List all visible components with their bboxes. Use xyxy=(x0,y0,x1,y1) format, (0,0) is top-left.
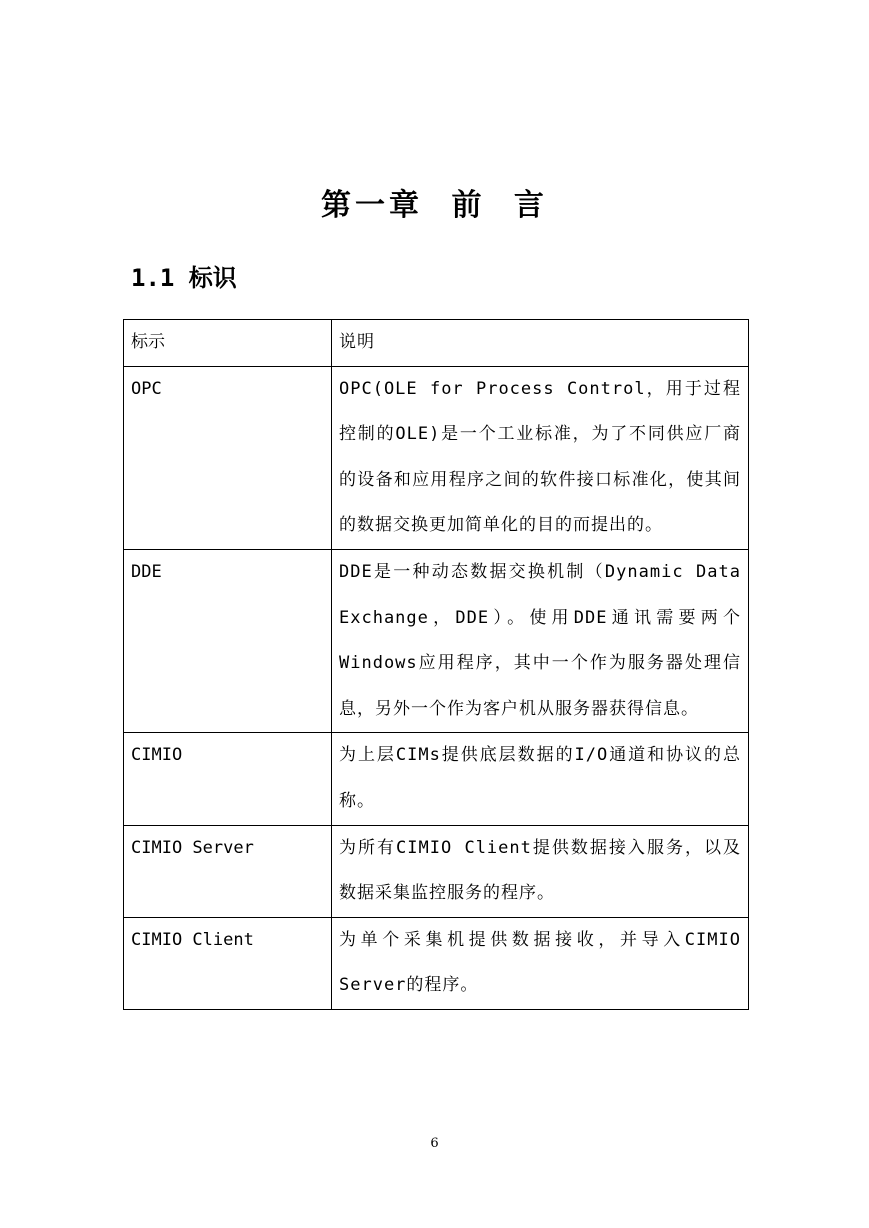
header-cell-description: 说明 xyxy=(332,320,749,367)
table-row xyxy=(124,825,749,917)
term-cell: CIMIO Server xyxy=(124,825,332,917)
term-cell: CIMIO xyxy=(124,733,332,825)
term-cell: OPC xyxy=(124,366,332,549)
description-cell: DDE是一种动态数据交换机制（Dynamic Data Exchange，DDE）。使用DDE通讯需要两个Windows应用程序，其中一个作为服务器处理信息，另外一个作为客户机从服务器获得信息。 xyxy=(332,549,749,732)
term-cell: DDE xyxy=(124,549,332,732)
table-row xyxy=(124,917,749,1009)
description-cell: 为单个采集机提供数据接收，并导入CIMIO Server的程序。 xyxy=(332,917,749,1009)
description-cell: 为所有CIMIO Client提供数据接入服务，以及数据采集监控服务的程序。 xyxy=(332,825,749,917)
table-row xyxy=(124,366,749,549)
page-number: 6 xyxy=(430,1136,439,1151)
description-cell: OPC(OLE for Process Control，用于过程控制的OLE)是一个工业标准，为了不同供应厂商的设备和应用程序之间的软件接口标准化，使其间的数据交换更加简单化的目的而提出的。 xyxy=(332,366,749,549)
table-row xyxy=(124,549,749,732)
chapter-title: 第一章 前 言 xyxy=(321,188,548,223)
description-cell: 为上层CIMs提供底层数据的I/O通道和协议的总称。 xyxy=(332,733,749,825)
header-cell-term: 标示 xyxy=(124,320,332,367)
table-header-row xyxy=(124,320,749,367)
section-title: 1.1 标识 xyxy=(131,264,237,292)
table-row xyxy=(124,733,749,825)
term-cell: CIMIO Client xyxy=(124,917,332,1009)
terms-table xyxy=(123,319,749,1010)
